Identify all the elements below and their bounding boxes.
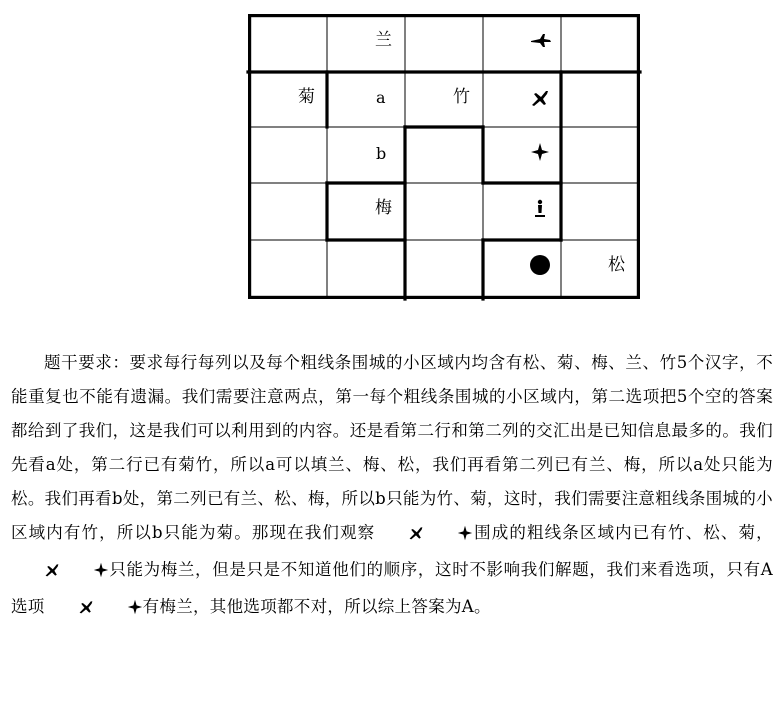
grid-lines [248, 14, 640, 299]
cell-r2c1: 菊 [298, 87, 315, 107]
exclamation-figure-icon [533, 199, 547, 219]
explanation-text-2: 围成的粗线条区域内已有竹、松、菊， [473, 523, 773, 542]
four-point-star-icon [94, 593, 143, 627]
explanation-paragraph [11, 346, 773, 627]
four-point-star-icon [530, 142, 550, 162]
explanation-text-1: 题干要求：要求每行每列以及每个粗线条围城的小区域内均含有松、菊、梅、兰、竹5个汉字，不能重复也不能有遗漏。我们需要注意两点，第一每个粗线条围城的小区域内，第二选项把5个空的答案都给到了我们，这是我们可以利用到的内容。还是看第二行和第二列的交汇出是已知信息最多的。我们先看a处，第二行已有菊竹，所以a可以填兰、梅、松，我们再看第二列已有兰、梅，所以a处只能为松。我们再看b处，第二列已有兰、松、梅，所以b只能为竹、菊，这时，我们需要注意粗线条围城的小区域内有竹，所以b只能为菊。那现在我们观察 [11, 353, 773, 542]
cell-r4c2: 梅 [375, 198, 392, 218]
four-point-star-icon [424, 519, 473, 553]
plane-icon [530, 33, 552, 49]
cell-r5c5: 松 [608, 255, 625, 275]
cell-r1c2: 兰 [375, 30, 392, 50]
tilted-plane-icon [530, 88, 550, 108]
four-point-star-icon [60, 556, 109, 590]
filled-circle-icon [529, 254, 551, 276]
cell-r3c2: b [376, 144, 387, 163]
explanation-text-3: 只能为梅兰，但是只是不知道他们的顺序，这时不影响我们解题，我们来看选项，只有A选项 [11, 560, 773, 616]
puzzle-grid [248, 14, 640, 299]
cell-r2c3: 竹 [453, 87, 470, 107]
cell-r2c2: a [376, 88, 386, 107]
tilted-plane-icon [11, 556, 60, 590]
tilted-plane-icon [45, 593, 94, 627]
tilted-plane-icon [375, 519, 424, 553]
explanation-text-4: 有梅兰，其他选项都不对，所以综上答案为A。 [142, 597, 491, 616]
